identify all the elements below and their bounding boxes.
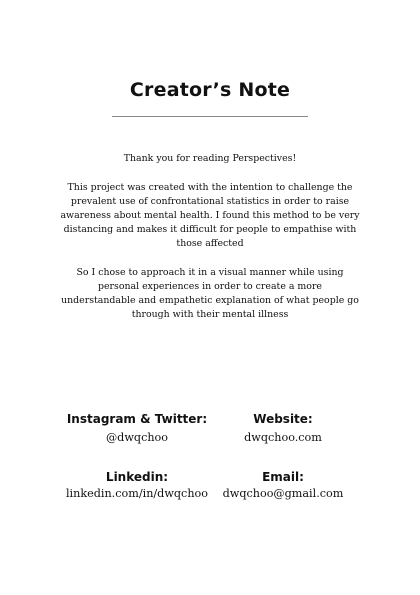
email-label: Email: — [262, 470, 304, 484]
social-handle: @dwqchoo — [105, 431, 169, 444]
social-label: Instagram & Twitter: — [66, 412, 208, 426]
note-paragraph-thanks: Thank you for reading Perspectives! — [123, 153, 297, 164]
title-divider — [112, 116, 308, 117]
linkedin-label: Linkedin: — [105, 470, 169, 484]
linkedin-link[interactable]: linkedin.com/in/dwqchoo — [65, 487, 209, 500]
note-paragraph-approach: So I chose to approach it in a visual manner while using personal experiences in order to create a more understandable and empathetic explanation of what people go through with their mental illness — [61, 267, 359, 320]
email-link[interactable]: dwqchoo@gmail.com — [222, 487, 344, 500]
page-title: Creator’s Note — [129, 79, 291, 101]
note-paragraph-intention: This project was created with the intention to challenge the prevalent use of confrontational statistics in order to raise awareness about mental health. I found this method to be very distancing and makes it difficult for people to empathise with those affected — [60, 182, 360, 249]
website-label: Website: — [253, 412, 313, 426]
website-link[interactable]: dwqchoo.com — [244, 431, 322, 444]
